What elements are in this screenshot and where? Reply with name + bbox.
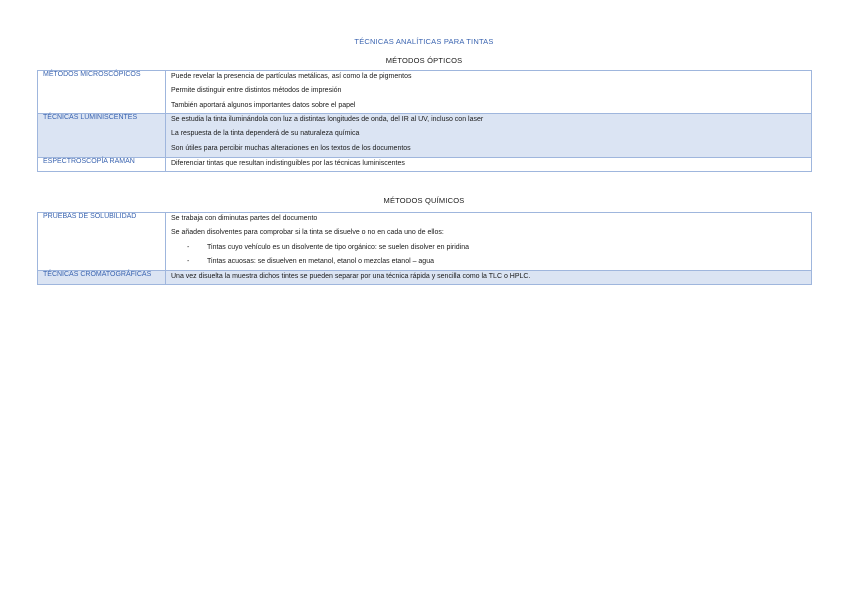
table-row xyxy=(38,114,812,157)
document-title: TÉCNICAS ANALÍTICAS PARA TINTAS xyxy=(354,37,494,46)
row-label xyxy=(38,213,166,271)
row-label xyxy=(38,71,166,114)
row-content xyxy=(166,157,812,171)
bullet-marker: - xyxy=(187,243,190,251)
table-metodos-quimicos xyxy=(37,212,812,285)
row-content xyxy=(166,271,812,285)
row-content xyxy=(166,213,812,271)
bullet-text: Tintas cuyo vehículo es un disolvente de tipo orgánico: se suelen disolver en piridina xyxy=(207,243,470,251)
row-line: Se trabaja con diminutas partes del documento xyxy=(171,215,318,222)
row-label xyxy=(38,157,166,171)
bullet-text: Tintas acuosas: se disuelven en metanol, etanol o mezclas etanol – agua xyxy=(207,258,434,266)
row-line: Son útiles para percibir muchas alteraciones en los textos de los documentos xyxy=(171,145,411,153)
table-row xyxy=(38,71,812,114)
bullet-marker: - xyxy=(187,258,190,266)
row-line: Permite distinguir entre distintos métodos de impresión xyxy=(171,87,342,94)
row-content xyxy=(166,114,812,157)
row-content xyxy=(166,71,812,114)
bullet-item xyxy=(171,255,811,270)
row-label-text: PRUEBAS DE SOLUBILIDAD xyxy=(43,213,137,220)
bullet-item xyxy=(171,241,811,256)
row-line: La respuesta de la tinta dependerá de su naturaleza química xyxy=(171,130,360,138)
row-label-text: MÉTODOS MICROSCÓPICOS xyxy=(43,71,141,78)
row-label xyxy=(38,114,166,157)
row-line: Una vez disuelta la muestra dichos tintes se pueden separar por una técnica rápida y sencilla como la TLC o HPLC. xyxy=(171,273,531,281)
table-row xyxy=(38,213,812,271)
row-line: También aportará algunos importantes datos sobre el papel xyxy=(171,101,356,109)
table-row xyxy=(38,157,812,171)
row-line: Se estudia la tinta iluminándola con luz a distintas longitudes de onda, del IR al UV, incluso con laser xyxy=(171,116,484,124)
row-line: Diferenciar tintas que resultan indistinguibles por las técnicas luminiscentes xyxy=(171,159,405,167)
table-metodos-opticos xyxy=(37,70,812,172)
row-label-text: ESPECTROSCOPÍA RAMAN xyxy=(43,157,135,165)
section-heading-metodos-quimicos: MÉTODOS QUÍMICOS xyxy=(383,196,465,205)
row-label-text: TÉCNICAS CROMATOGRÁFICAS xyxy=(43,271,152,279)
row-label-text: TÉCNICAS LUMINISCENTES xyxy=(43,114,138,122)
section-heading-metodos-opticos: MÉTODOS ÓPTICOS xyxy=(385,56,463,65)
row-line: Puede revelar la presencia de partículas metálicas, así como la de pigmentos xyxy=(171,73,412,80)
row-line: Se añaden disolventes para comprobar si la tinta se disuelve o no en cada uno de ellos: xyxy=(171,229,444,236)
row-label xyxy=(38,271,166,285)
table-row xyxy=(38,271,812,285)
